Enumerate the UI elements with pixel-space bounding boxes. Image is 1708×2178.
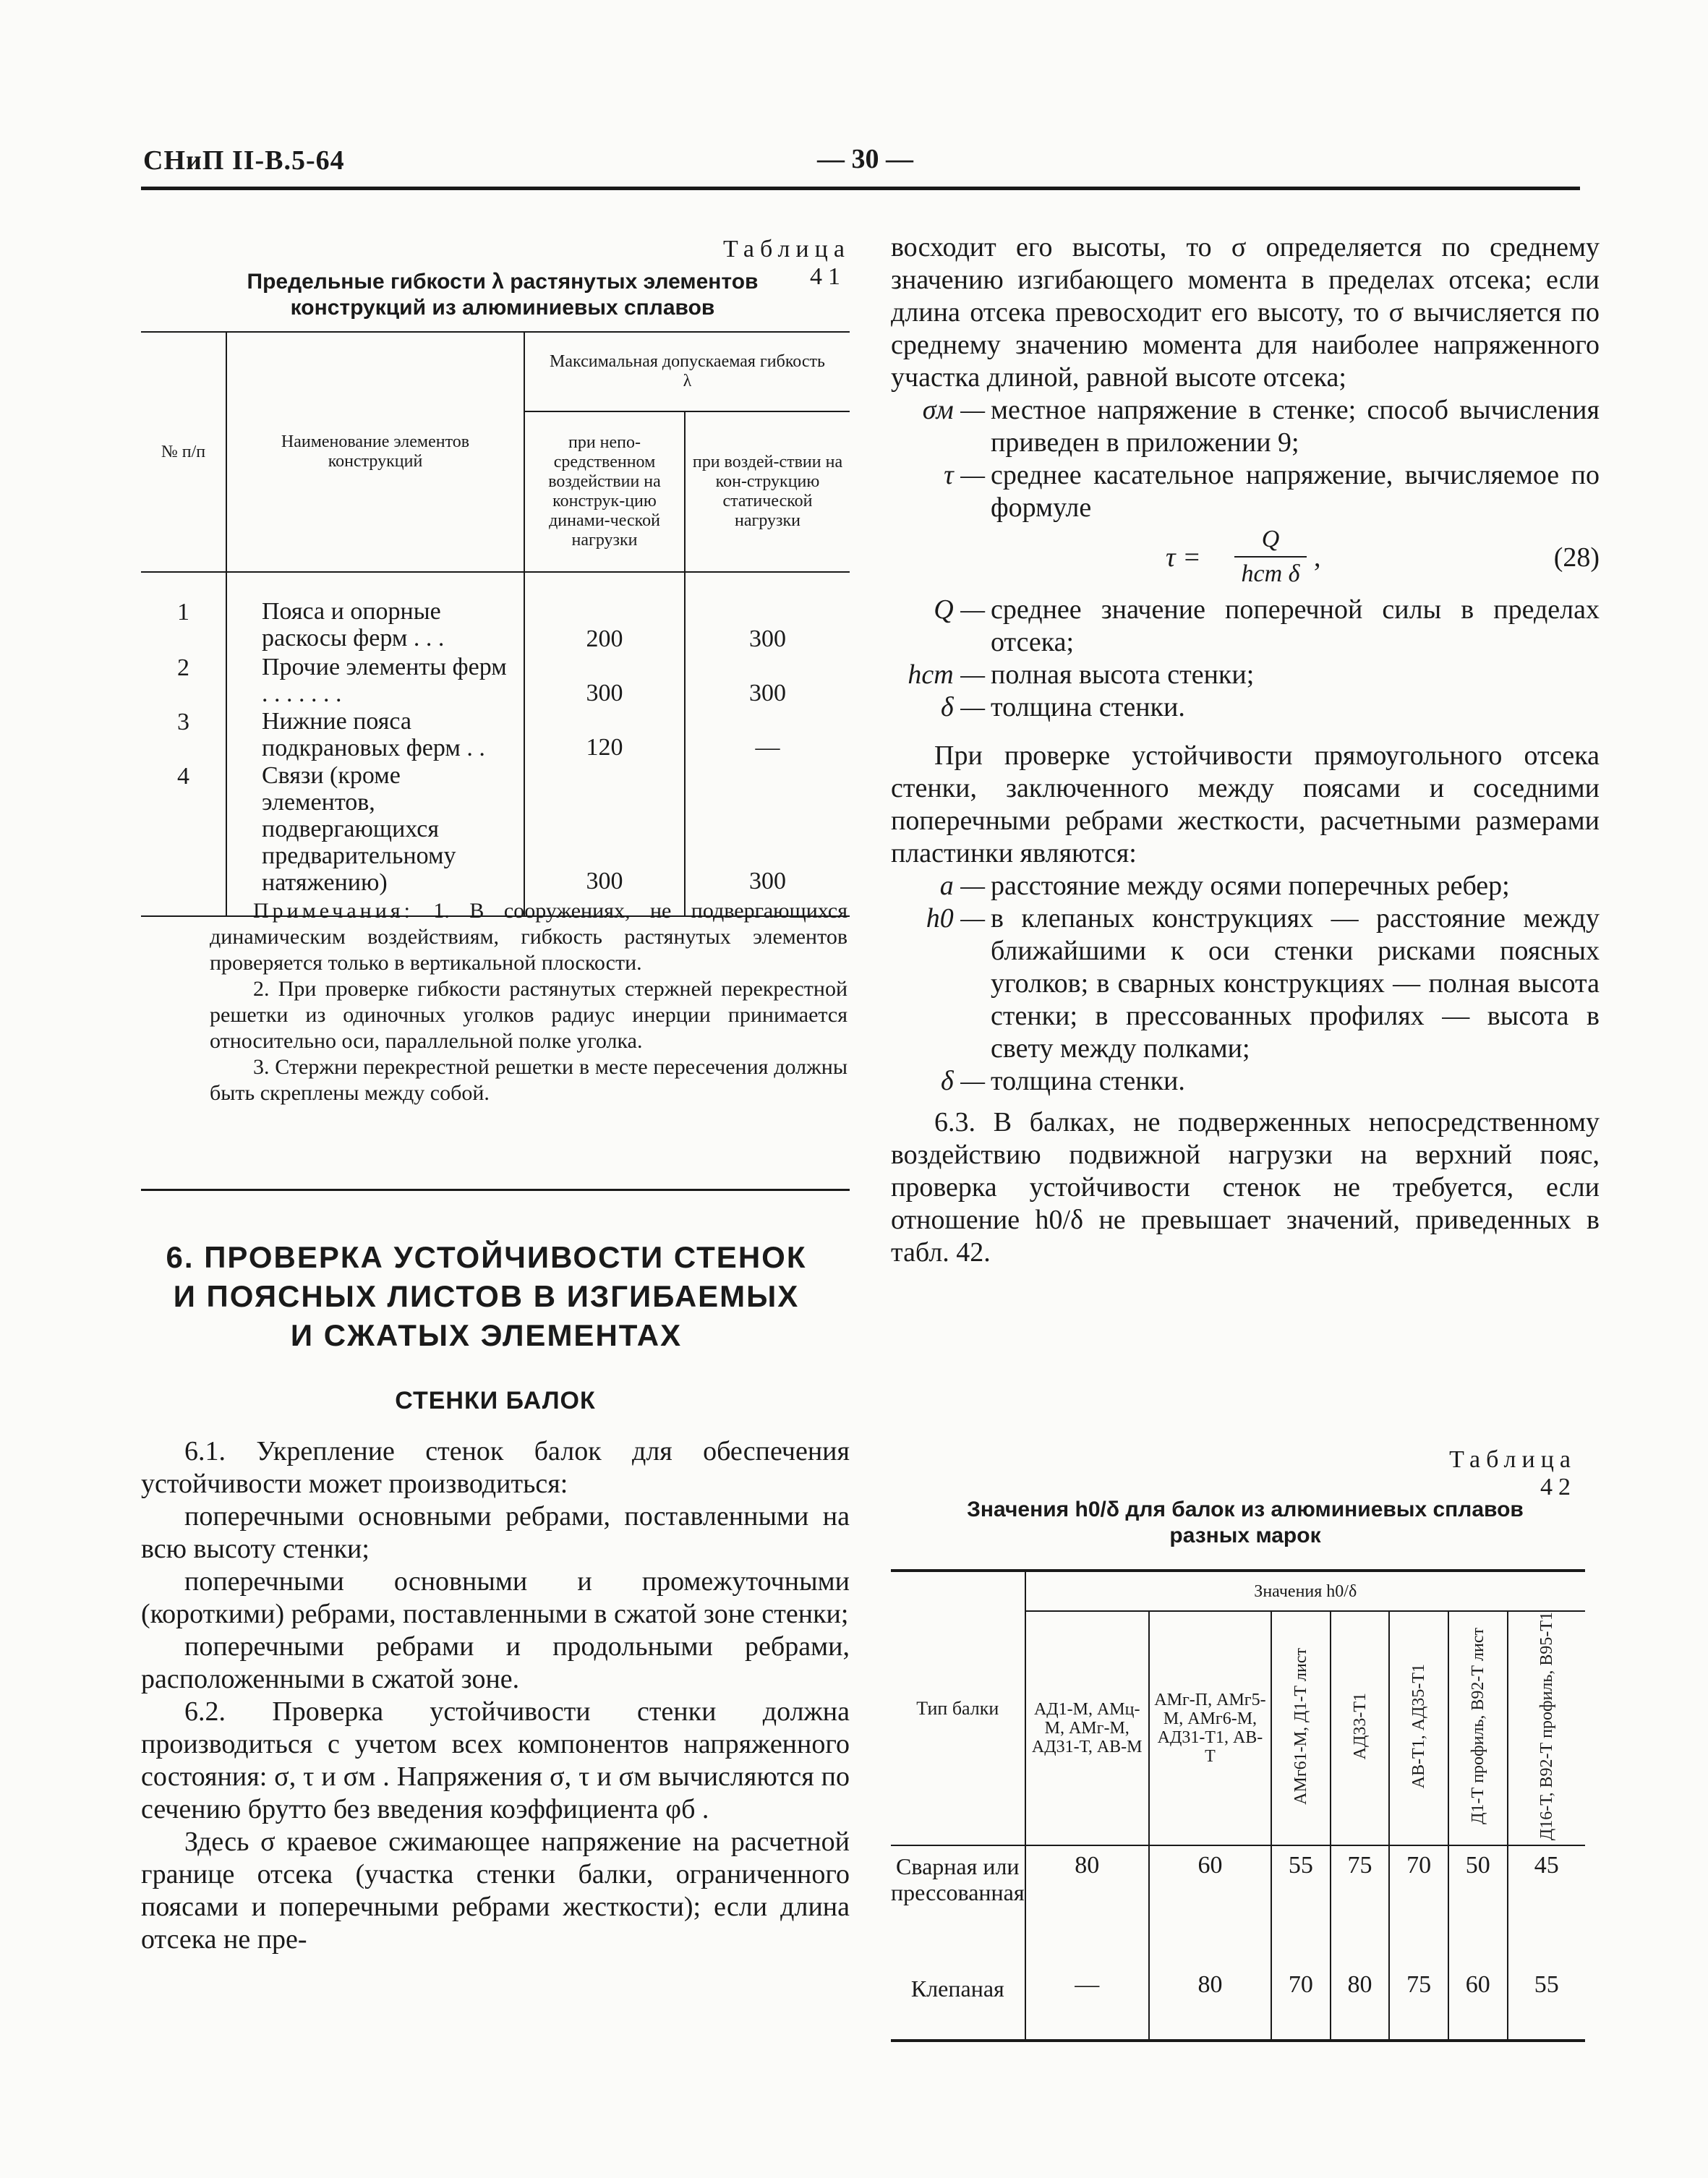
- t42-col-header: АВ-Т1, АД35-Т1: [1409, 1663, 1429, 1789]
- t42-row-name: Клепаная: [891, 1976, 1025, 2041]
- t42-col-header: Д16-Т, В92-Т профиль, В95-Т1: [1537, 1612, 1556, 1841]
- paragraph-6-2: 6.2. Проверка устойчивости стенки должна производиться с учетом всех компонентов напряженного состояния: σ, τ и σм . Напряжения σ, τ и σм вычисляются по сечению брутто без введения коэффициента φб .: [141, 1696, 850, 1824]
- definition-text: в клепаных конструкциях — расстояние между ближайшими к оси стенки рисками поясных уголков; в сварных конструкциях — полная высота стенки; в прессованных профилях — высота в свету между полками;: [991, 903, 1600, 1064]
- header-rule: [141, 187, 1580, 190]
- definition-text: толщина стенки.: [991, 1066, 1185, 1096]
- page-number: — 30 —: [817, 144, 913, 174]
- definition-symbol: h0 —: [926, 903, 985, 934]
- table41-caption: Таблица 41: [723, 236, 850, 290]
- table42: [891, 1569, 1585, 2042]
- t42-cell: 60: [1149, 1845, 1271, 1976]
- t41-row-dyn: 300: [524, 654, 685, 708]
- formula-numerator: Q: [1261, 526, 1280, 552]
- t41-row-name: Прочие элементы ферм . . . . . . .: [226, 654, 524, 708]
- formula-fraction: [1234, 524, 1307, 589]
- t42-cell: 80: [1149, 1976, 1271, 2041]
- formula-28: [891, 524, 1600, 594]
- definition-symbol: a —: [939, 871, 985, 901]
- t41-row-num: 1: [141, 598, 226, 654]
- definition-q: [891, 594, 1600, 659]
- t41-row-name: Нижние пояса подкрановых ферм . .: [226, 708, 524, 762]
- definition-symbol: δ —: [941, 692, 985, 722]
- formula-comma: ,: [1314, 542, 1321, 573]
- definition-symbol: σм —: [922, 395, 985, 425]
- table41-notes: [210, 898, 847, 1106]
- t42-row-name: Сварная или прессованная: [891, 1845, 1025, 1976]
- subsection-title: СТЕНКИ БАЛОК: [395, 1387, 596, 1414]
- definition-a: [891, 870, 1600, 902]
- t42-head-values: Значения h0/δ: [1025, 1571, 1585, 1611]
- table41-title-line1: Предельные гибкости λ растянутых элементов: [247, 270, 759, 294]
- t42-cell: 80: [1025, 1845, 1149, 1976]
- t41-row-stat: 300: [685, 654, 850, 708]
- paragraph-continued: восходит его высоты, то σ определяется по среднему значению изгибающего момента в пределах отсека; если длина отсека превосходит его высоту, то σ вычисляется по среднему значению момента для наиболее напряженного участка длиной, равной высоте отсека;: [891, 232, 1600, 393]
- definition-text: расстояние между осями поперечных ребер;: [991, 871, 1510, 901]
- definition-text: полная высота стенки;: [991, 659, 1255, 690]
- table42-caption: Таблица 42: [1449, 1446, 1576, 1500]
- list-item: поперечными основными ребрами, поставленными на всю высоту стенки;: [141, 1501, 850, 1564]
- t41-row-dyn: 300: [524, 762, 685, 896]
- t42-col-header: АМг61-М, Д1-Т лист: [1291, 1647, 1310, 1805]
- t41-head-dyn: при непо-средственном воздействии на конструк-цию динами-ческой нагрузки: [524, 411, 685, 572]
- table42-title: [891, 1497, 1600, 1549]
- definition-symbol: Q —: [934, 594, 985, 625]
- section-title-line3: И СЖАТЫХ ЭЛЕМЕНТАХ: [290, 1318, 683, 1352]
- definition-text: среднее значение поперечной силы в пределах отсека;: [991, 594, 1600, 657]
- paragraph-check: При проверке устойчивости прямоугольного отсека стенки, заключенного между поясами и соседними поперечными ребрами жесткости, расчетными размерами пластинки являются:: [891, 740, 1600, 868]
- section-title-line2: И ПОЯСНЫХ ЛИСТОВ В ИЗГИБАЕМЫХ: [173, 1279, 800, 1313]
- t41-row-stat: 300: [685, 598, 850, 654]
- t41-head-max: Максимальная допускаемая гибкость λ: [524, 332, 850, 411]
- note-2: 2. При проверке гибкости растянутых стержней перекрестной решетки из одиночных уголков радиус инерции принимается относительно оси, параллельной полке уголка.: [210, 977, 847, 1053]
- paragraph-6-3: 6.3. В балках, не подверженных непосредственному воздействию подвижной нагрузки на верхний пояс, проверка устойчивости стенок не требуется, если отношение h0/δ не превышает значений, приведенных в табл. 42.: [891, 1107, 1600, 1268]
- t41-row-name: Связи (кроме элементов, подвергающихся предварительному натяжению): [226, 762, 524, 896]
- definition-symbol: τ —: [944, 460, 985, 490]
- t41-row-dyn: 200: [524, 598, 685, 654]
- t41-row-dyn: 120: [524, 708, 685, 762]
- note-1: 1. В сооружениях, не подвергающихся динамическим воздействиям, гибкость растянутых элементов проверяется только в вертикальной плоскости.: [210, 899, 847, 975]
- t42-head-type: Тип балки: [891, 1571, 1025, 1845]
- formula-lhs: τ =: [1166, 542, 1201, 573]
- definition-symbol: δ —: [941, 1066, 985, 1096]
- t41-row-stat: 300: [685, 762, 850, 896]
- list-item: поперечными ребрами и продольными ребрами, расположенными в сжатой зоне.: [141, 1631, 850, 1694]
- t41-head-num: № п/п: [141, 332, 226, 572]
- t42-col-header: АД33-Т1: [1350, 1692, 1370, 1760]
- t42-cell: —: [1025, 1976, 1149, 2041]
- section-title-line1: 6. ПРОВЕРКА УСТОЙЧИВОСТИ СТЕНОК: [166, 1240, 807, 1274]
- fraction-bar: [1234, 556, 1307, 558]
- t42-cell: 70: [1271, 1976, 1331, 2041]
- t42-cell: 80: [1331, 1976, 1390, 2041]
- t41-row-name: Пояса и опорные раскосы ферм . . .: [226, 598, 524, 654]
- definition-h0: [891, 902, 1600, 1065]
- paragraph-6-1: 6.1. Укрепление стенок балок для обеспечения устойчивости может производиться:: [141, 1436, 850, 1499]
- t41-row-num: 3: [141, 708, 226, 762]
- definition-symbol: hст —: [908, 659, 985, 690]
- t42-col-header: Д1-Т профиль, В92-Т лист: [1468, 1628, 1487, 1824]
- definition-sigma-m: [891, 394, 1600, 459]
- list-item: поперечными основными и промежуточными (короткими) ребрами, поставленными в сжатой зоне стенки;: [141, 1566, 850, 1629]
- notes-rule: [141, 1189, 850, 1191]
- paragraph-6-2-cont: Здесь σ краевое сжимающее напряжение на расчетной границе отсека (участка стенки балки, ограниченного поясами и поперечными ребрами жесткости); если длина отсека не пре-: [141, 1827, 850, 1955]
- formula-denominator: hст δ: [1241, 560, 1300, 587]
- formula-number: (28): [1553, 542, 1600, 573]
- document-code: СНиП II-В.5-64: [143, 145, 345, 176]
- t41-row-num: 4: [141, 762, 226, 896]
- t42-cell: 75: [1331, 1845, 1390, 1976]
- definition-text: толщина стенки.: [991, 692, 1185, 722]
- t42-cell: 55: [1508, 1976, 1585, 2041]
- t41-head-stat: при воздей-ствии на кон-струкцию статической нагрузки: [685, 411, 850, 572]
- definition-text: среднее касательное напряжение, вычисляемое по формуле: [991, 460, 1600, 523]
- right-body-text: [891, 231, 1600, 1269]
- left-body-text: [141, 1435, 850, 1956]
- table42-title-line1: Значения h0/δ для балок из алюминиевых сплавов: [967, 1498, 1524, 1521]
- table41-title-line2: конструкций из алюминиевых сплавов: [290, 296, 715, 320]
- t41-row-stat: —: [685, 708, 850, 762]
- t41-head-name: Наименование элементов конструкций: [226, 332, 524, 572]
- t42-col-header: АД1-М, АМц-М, АМг-М, АД31-Т, АВ-М: [1025, 1611, 1149, 1845]
- t41-row-num: 2: [141, 654, 226, 708]
- notes-label: Примечания:: [253, 899, 414, 923]
- definition-tau: [891, 459, 1600, 524]
- note-3: 3. Стержни перекрестной решетки в месте пересечения должны быть скреплены между собой.: [210, 1055, 847, 1105]
- section-title: [119, 1238, 853, 1355]
- definition-text: местное напряжение в стенке; способ вычисления приведен в приложении 9;: [991, 395, 1600, 458]
- t42-cell: 45: [1508, 1845, 1585, 1976]
- table42-title-line2: разных марок: [1169, 1524, 1321, 1547]
- t42-cell: 60: [1448, 1976, 1508, 2041]
- t42-cell: 50: [1448, 1845, 1508, 1976]
- table41-title: [141, 269, 864, 321]
- table41: [141, 331, 850, 917]
- t42-col-header: АМг-П, АМг5-М, АМг6-М, АД31-Т1, АВ-Т: [1149, 1611, 1271, 1845]
- t42-cell: 55: [1271, 1845, 1331, 1976]
- t42-cell: 70: [1389, 1845, 1448, 1976]
- definition-delta: [891, 691, 1600, 724]
- t42-cell: 75: [1389, 1976, 1448, 2041]
- definition-h: [891, 659, 1600, 691]
- definition-delta-2: [891, 1065, 1600, 1098]
